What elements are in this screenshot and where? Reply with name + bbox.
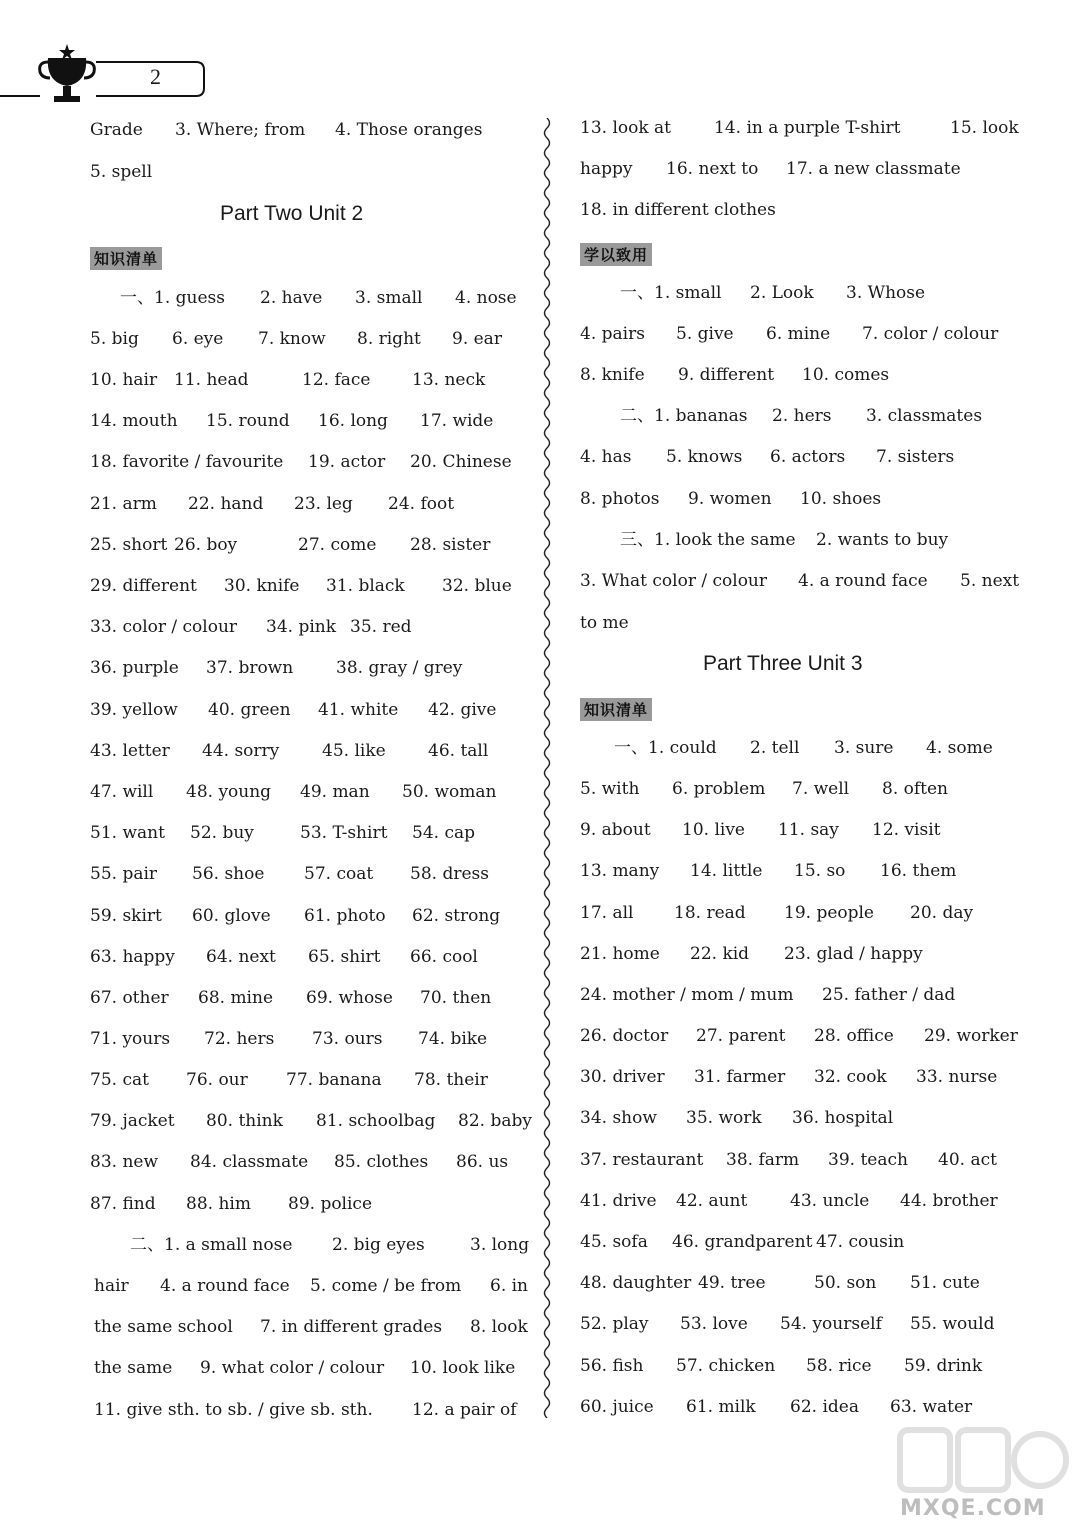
answer-item: 55. would: [910, 1314, 995, 1334]
answer-item: 16. them: [880, 861, 957, 881]
answer-item: 7. well: [792, 779, 850, 799]
answer-item: 3. classmates: [866, 406, 983, 426]
answer-item: 38. gray / grey: [336, 658, 463, 678]
answer-item: 64. next: [206, 947, 276, 967]
answer-item: 79. jacket: [90, 1111, 175, 1131]
answer-item: 37. brown: [206, 658, 294, 678]
answer-item: 49. man: [300, 782, 370, 802]
answer-item: 10. look like: [410, 1358, 516, 1378]
answer-item: 32. blue: [442, 576, 512, 596]
practice-tag: 学以致用: [580, 243, 652, 266]
answer-item: 39. yellow: [90, 700, 178, 720]
answer-item: 3. long: [470, 1235, 530, 1255]
answer-item: 20. day: [910, 903, 974, 923]
answer-item: 13. neck: [412, 370, 486, 390]
answer-item: 3. sure: [834, 738, 894, 758]
answer-item: 9. ear: [452, 329, 502, 349]
answer-item: 26. boy: [174, 535, 238, 555]
answer-item: 87. find: [90, 1194, 156, 1214]
answer-item: 7. sisters: [876, 447, 955, 467]
answer-item: 72. hers: [204, 1029, 275, 1049]
answer-item: 33. nurse: [916, 1067, 998, 1087]
answer-item: the same school: [94, 1317, 233, 1337]
answer-item: 9. women: [688, 489, 772, 509]
answer-item: 4. a round face: [798, 571, 928, 591]
answer-item: 3. Whose: [846, 283, 926, 303]
answer-item: 10. comes: [802, 365, 890, 385]
answer-item: 37. restaurant: [580, 1150, 704, 1170]
answer-item: 17. all: [580, 903, 634, 923]
answer-item: 13. look at: [580, 118, 672, 138]
answer-item: 28. office: [814, 1026, 894, 1046]
answer-item: 61. milk: [686, 1397, 756, 1417]
answer-item: 3. What color / colour: [580, 571, 768, 591]
answer-item: 2. tell: [750, 738, 800, 758]
answer-item: 89. police: [288, 1194, 373, 1214]
answer-item: 4. a round face: [160, 1276, 290, 1296]
column-divider: [540, 118, 554, 1418]
answer-item: 11. head: [174, 370, 249, 390]
answer-item: 36. hospital: [792, 1108, 894, 1128]
answer-item: to me: [580, 613, 629, 633]
answer-item: 35. work: [686, 1108, 762, 1128]
answer-item: 58. dress: [410, 864, 489, 884]
answer-item: 4. pairs: [580, 324, 645, 344]
answer-item: 15. look: [950, 118, 1019, 138]
answer-item: 63. water: [890, 1397, 973, 1417]
answer-item: 78. their: [414, 1070, 488, 1090]
answer-item: 15. so: [794, 861, 846, 881]
answer-item: 62. strong: [412, 906, 501, 926]
answer-item: 53. love: [680, 1314, 748, 1334]
answer-item: 45. sofa: [580, 1232, 648, 1252]
answer-item: 85. clothes: [334, 1152, 429, 1172]
answer-item: 7. color / colour: [862, 324, 999, 344]
answer-item: 52. play: [580, 1314, 649, 1334]
answer-item: 56. fish: [580, 1356, 644, 1376]
answer-item: 4. has: [580, 447, 632, 467]
answer-item: 54. yourself: [780, 1314, 882, 1334]
answer-item: 83. new: [90, 1152, 158, 1172]
answer-item: 6. mine: [766, 324, 831, 344]
answer-item: 17. a new classmate: [786, 159, 961, 179]
answer-item: 58. rice: [806, 1356, 872, 1376]
answer-item: 47. will: [90, 782, 154, 802]
answer-item: 51. want: [90, 823, 165, 843]
answer-item: 7. in different grades: [260, 1317, 443, 1337]
answer-item: 41. white: [318, 700, 399, 720]
answer-item: 44. sorry: [202, 741, 280, 761]
answer-item: 3. small: [355, 288, 423, 308]
answer-item: 69. whose: [306, 988, 393, 1008]
answer-item: 9. what color / colour: [200, 1358, 385, 1378]
answer-item: 2. Look: [750, 283, 814, 303]
answer-item: 三、1. look the same: [620, 530, 796, 550]
answer-item: 34. pink: [266, 617, 337, 637]
answer-item: 70. then: [420, 988, 492, 1008]
answer-item: 77. banana: [286, 1070, 382, 1090]
answer-item: 41. drive: [580, 1191, 657, 1211]
answer-item: 12. visit: [872, 820, 941, 840]
answer-item: 19. people: [784, 903, 874, 923]
answer-item: 14. little: [690, 861, 763, 881]
answer-item: 19. actor: [308, 452, 386, 472]
answer-item: 21. home: [580, 944, 660, 964]
answer-item: 76. our: [186, 1070, 248, 1090]
answer-item: 30. knife: [224, 576, 300, 596]
answer-item: 二、1. a small nose: [130, 1235, 293, 1255]
answer-item: 6. eye: [172, 329, 224, 349]
answer-item: 42. aunt: [676, 1191, 748, 1211]
answer-item: 22. kid: [690, 944, 750, 964]
answer-item: 57. coat: [304, 864, 374, 884]
answer-item: 8. look: [470, 1317, 528, 1337]
answer-item: 43. uncle: [790, 1191, 870, 1211]
answer-item: 5. next: [960, 571, 1020, 591]
answer-item: 8. photos: [580, 489, 660, 509]
answer-item: 48. daughter: [580, 1273, 692, 1293]
answer-item: 59. skirt: [90, 906, 162, 926]
answer-item: 2. wants to buy: [816, 530, 949, 550]
answer-item: 5. with: [580, 779, 640, 799]
answer-item: 6. actors: [770, 447, 846, 467]
answer-item: 4. some: [926, 738, 993, 758]
answer-item: 27. come: [298, 535, 377, 555]
answer-item: 80. think: [206, 1111, 283, 1131]
answer-item: 65. shirt: [308, 947, 381, 967]
trophy-icon: [40, 44, 95, 102]
answer-item: 25. short: [90, 535, 168, 555]
answer-item: 31. farmer: [694, 1067, 786, 1087]
answer-item: 8. right: [357, 329, 421, 349]
answer-item: 16. next to: [666, 159, 759, 179]
answer-item: 15. round: [206, 411, 290, 431]
knowledge-list-tag: 知识清单: [90, 247, 162, 270]
answer-item: 53. T-shirt: [300, 823, 388, 843]
answer-item: 13. many: [580, 861, 660, 881]
answer-item: 2. have: [260, 288, 323, 308]
answer-item: 8. often: [882, 779, 948, 799]
answer-item: 81. schoolbag: [316, 1111, 436, 1131]
answer-item: 4. Those oranges: [335, 120, 483, 140]
answer-item: 82. baby: [458, 1111, 532, 1131]
section-title-part-three: Part Three Unit 3: [703, 652, 863, 675]
answer-item: 46. tall: [428, 741, 489, 761]
answer-item: 52. buy: [190, 823, 254, 843]
answer-item: 4. nose: [455, 288, 517, 308]
answer-item: 62. idea: [790, 1397, 859, 1417]
page-number: 2: [150, 64, 161, 89]
answer-item: 24. foot: [388, 494, 455, 514]
answer-item: 74. bike: [418, 1029, 488, 1049]
answer-item: 60. glove: [192, 906, 271, 926]
answer-item: 2. hers: [772, 406, 832, 426]
section-title-part-two: Part Two Unit 2: [220, 202, 364, 225]
answer-item: 59. drink: [904, 1356, 983, 1376]
answer-item: 10. live: [682, 820, 745, 840]
answer-item: 23. glad / happy: [784, 944, 923, 964]
answer-item: 50. woman: [402, 782, 497, 802]
answer-item: 29. different: [90, 576, 197, 596]
answer-item: 46. grandparent: [672, 1232, 813, 1252]
answer-item: 25. father / dad: [822, 985, 956, 1005]
answer-item: 24. mother / mom / mum: [580, 985, 794, 1005]
answer-item: 2. big eyes: [332, 1235, 425, 1255]
answer-item: 3. Where; from: [175, 120, 306, 140]
answer-item: 16. long: [318, 411, 388, 431]
answer-item: 5. spell: [90, 162, 153, 182]
answer-item: 10. hair: [90, 370, 158, 390]
answer-item: 31. black: [326, 576, 405, 596]
answer-item: 73. ours: [312, 1029, 383, 1049]
answer-item: 28. sister: [410, 535, 491, 555]
answer-item: 48. young: [186, 782, 272, 802]
answer-item: 5. big: [90, 329, 139, 349]
answer-item: 11. give sth. to sb. / give sb. sth.: [94, 1400, 373, 1420]
answer-item: happy: [580, 159, 633, 179]
answer-item: the same: [94, 1358, 173, 1378]
answer-item: 33. color / colour: [90, 617, 238, 637]
answer-item: 9. different: [678, 365, 775, 385]
answer-item: hair: [94, 1276, 129, 1296]
answer-item: 18. read: [674, 903, 746, 923]
answer-item: 5. knows: [666, 447, 743, 467]
answer-item: 68. mine: [198, 988, 274, 1008]
answer-item: 11. say: [778, 820, 839, 840]
answer-item: 22. hand: [188, 494, 264, 514]
answer-item: 45. like: [322, 741, 386, 761]
answer-item: 39. teach: [828, 1150, 908, 1170]
answer-item: 18. in different clothes: [580, 200, 776, 220]
answer-item: 44. brother: [900, 1191, 998, 1211]
answer-item: 35. red: [350, 617, 412, 637]
answer-item: 60. juice: [580, 1397, 654, 1417]
answer-item: 54. cap: [412, 823, 475, 843]
answer-item: 二、1. bananas: [620, 406, 748, 426]
header-trophy-banner: [0, 40, 220, 120]
answer-item: 51. cute: [910, 1273, 980, 1293]
answer-item: 6. problem: [672, 779, 766, 799]
watermark-text: MXQE.COM: [900, 1496, 1046, 1521]
answer-item: 23. leg: [294, 494, 353, 514]
answer-item: 8. knife: [580, 365, 645, 385]
answer-item: 9. about: [580, 820, 651, 840]
answer-item: 27. parent: [696, 1026, 786, 1046]
answer-item: 21. arm: [90, 494, 157, 514]
answer-item: 一、1. small: [620, 283, 722, 303]
answer-item: 56. shoe: [192, 864, 265, 884]
answer-item: 12. face: [302, 370, 371, 390]
answer-item: 26. doctor: [580, 1026, 669, 1046]
answer-item: 57. chicken: [676, 1356, 776, 1376]
answer-item: 40. green: [208, 700, 291, 720]
answer-item: 66. cool: [410, 947, 478, 967]
answer-item: Grade: [90, 120, 143, 140]
answer-item: 18. favorite / favourite: [90, 452, 284, 472]
answer-item: 7. know: [258, 329, 326, 349]
answer-item: 一、1. guess: [120, 288, 225, 308]
answer-item: 一、1. could: [614, 738, 717, 758]
answer-item: 34. show: [580, 1108, 657, 1128]
answer-item: 47. cousin: [816, 1232, 905, 1252]
answer-item: 61. photo: [304, 906, 386, 926]
answer-item: 42. give: [428, 700, 497, 720]
answer-item: 12. a pair of: [412, 1400, 517, 1420]
answer-item: 86. us: [456, 1152, 509, 1172]
answer-item: 49. tree: [698, 1273, 766, 1293]
answer-item: 38. farm: [726, 1150, 800, 1170]
answer-item: 20. Chinese: [410, 452, 512, 472]
answer-item: 32. cook: [814, 1067, 887, 1087]
answer-item: 75. cat: [90, 1070, 149, 1090]
answer-item: 40. act: [938, 1150, 997, 1170]
answer-item: 88. him: [186, 1194, 251, 1214]
answer-item: 71. yours: [90, 1029, 171, 1049]
answer-item: 29. worker: [924, 1026, 1018, 1046]
answer-item: 17. wide: [420, 411, 494, 431]
answer-item: 5. come / be from: [310, 1276, 462, 1296]
answer-item: 30. driver: [580, 1067, 665, 1087]
answer-item: 5. give: [676, 324, 734, 344]
answer-item: 55. pair: [90, 864, 158, 884]
answer-item: 50. son: [814, 1273, 877, 1293]
knowledge-list-tag-2: 知识清单: [580, 698, 652, 721]
answer-item: 10. shoes: [800, 489, 882, 509]
answer-item: 6. in: [490, 1276, 529, 1296]
answer-item: 14. mouth: [90, 411, 178, 431]
answer-item: 36. purple: [90, 658, 179, 678]
answer-item: 63. happy: [90, 947, 175, 967]
answer-item: 84. classmate: [190, 1152, 309, 1172]
answer-item: 67. other: [90, 988, 169, 1008]
answer-item: 43. letter: [90, 741, 170, 761]
answer-item: 14. in a purple T-shirt: [714, 118, 901, 138]
